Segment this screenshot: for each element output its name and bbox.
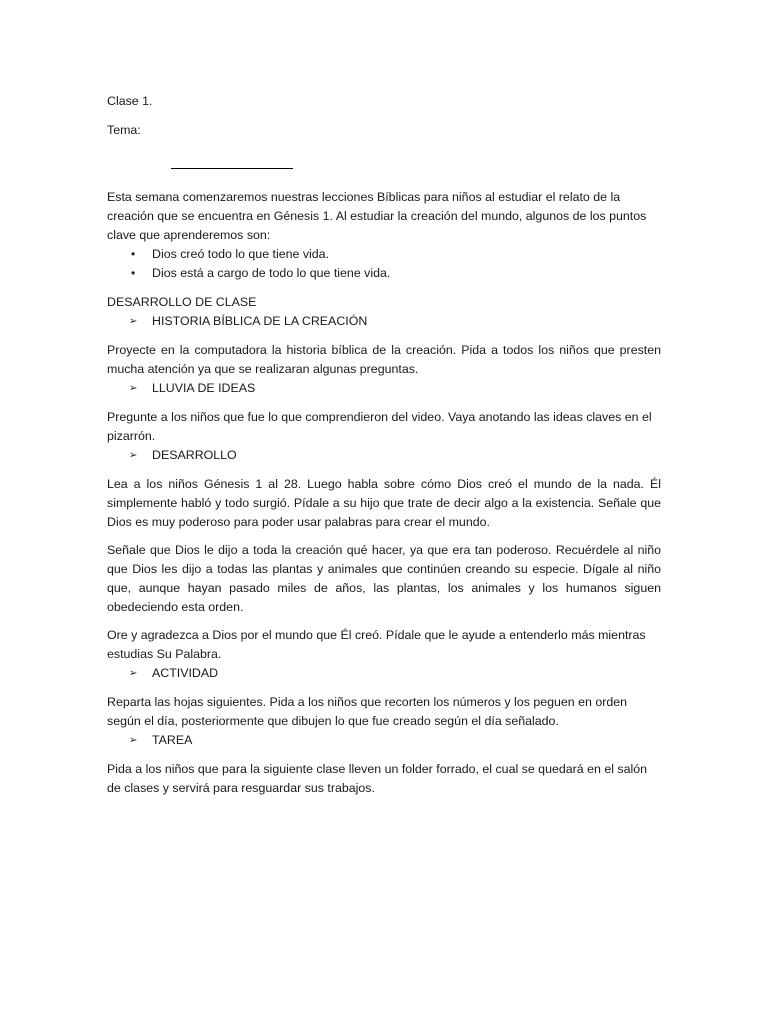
section-heading xyxy=(107,731,661,750)
section-paragraph: Ore y agradezca a Dios por el mundo que Él creó. Pídale que le ayude a entenderlo más mientras estudias Su Palabra. xyxy=(107,628,646,661)
section-paragraph: Reparta las hojas siguientes. Pida a los niños que recorten los números y los peguen en orden según el día, posteriormente que dibujen lo que fue creado según el día señalado. xyxy=(107,695,628,728)
key-point-text: Dios creó todo lo que tiene vida. xyxy=(152,247,330,261)
section-heading-text: TAREA xyxy=(152,733,193,747)
arrow-bullet-icon: ➢ xyxy=(129,383,138,394)
key-point-item xyxy=(107,245,661,264)
bullet-icon: • xyxy=(131,266,136,280)
section-heading xyxy=(107,312,661,331)
section-heading-text: HISTORIA BÍBLICA DE LA CREACIÓN xyxy=(152,314,368,328)
arrow-bullet-icon: ➢ xyxy=(129,450,138,461)
document-page xyxy=(107,92,661,798)
section-heading-text: ACTIVIDAD xyxy=(152,666,219,680)
class-label: Clase 1. xyxy=(107,94,153,108)
section-paragraph: Pida a los niños que para la siguiente clase lleven un folder forrado, el cual se quedará en el salón de clases y servirá para resguardar sus trabajos. xyxy=(107,762,648,795)
arrow-bullet-icon: ➢ xyxy=(129,735,138,746)
section-paragraph: Proyecte en la computadora la historia bíblica de la creación. Pida a todos los niños que presten mucha atención ya que se realizaran algunas preguntas. xyxy=(107,343,661,376)
arrow-bullet-icon: ➢ xyxy=(129,316,138,327)
key-point-item xyxy=(107,264,661,283)
section-heading xyxy=(107,664,661,683)
section-heading-text: LLUVIA DE IDEAS xyxy=(152,381,256,395)
section-heading xyxy=(107,379,661,398)
bullet-icon: • xyxy=(131,247,136,261)
section-paragraph: Señale que Dios le dijo a toda la creación qué hacer, ya que era tan poderoso. Recuérdele al niño que Dios les dijo a todas las plantas y animales que continúen creando su especie. Dígale al niño que, aunque hayan pasado miles de años, las plantas, los animales y los humanos siguen obedeciendo esta orden. xyxy=(107,543,661,614)
section-paragraph: Pregunte a los niños que fue lo que comprendieron del video. Vaya anotando las ideas claves en el pizarrón. xyxy=(107,410,652,443)
topic-label: Tema: xyxy=(107,123,141,137)
section-heading xyxy=(107,446,661,465)
key-points-list xyxy=(107,245,661,283)
topic-blank-underline xyxy=(171,168,293,169)
intro-paragraph: Esta semana comenzaremos nuestras lecciones Bíblicas para niños al estudiar el relato de la creación que se encuentra en Génesis 1. Al estudiar la creación del mundo, algunos de los puntos clave que aprenderemos son: xyxy=(107,190,647,242)
development-heading: DESARROLLO DE CLASE xyxy=(107,295,257,309)
section-heading-text: DESARROLLO xyxy=(152,448,237,462)
arrow-bullet-icon: ➢ xyxy=(129,668,138,679)
key-point-text: Dios está a cargo de todo lo que tiene vida. xyxy=(152,266,391,280)
section-paragraph: Lea a los niños Génesis 1 al 28. Luego habla sobre cómo Dios creó el mundo de la nada. Él simplemente habló y todo surgió. Pídale a su hijo que trate de decir algo a la existencia. Señale que Dios es muy poderoso para poder usar palabras para crear el mundo. xyxy=(107,477,661,529)
